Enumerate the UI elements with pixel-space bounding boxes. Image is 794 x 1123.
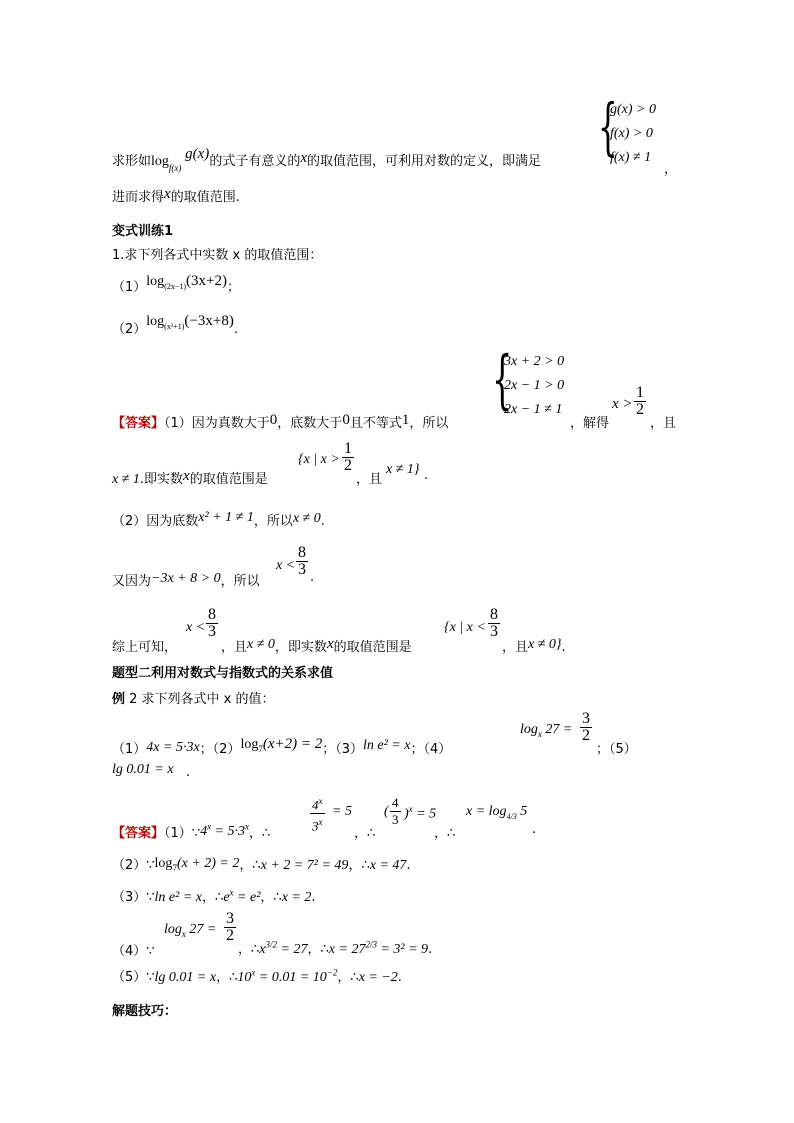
condition-2: f(x) > 0 [610,126,653,141]
answer-1-summary: 综上可知， [112,640,178,655]
answer-1-part-3: 又因为−3x + 8 > 0，所以 [112,571,260,589]
question-1-item-1: $(1)\log_{(2x-1)}(3x+2)$； [112,273,240,295]
intro-line-1: 求形如$\log_{f(x)} g(x)$的式子有意义的x的取值范围，可利用对数的定义，即满足 [112,146,542,173]
question-1-item-2: $(2)\log_{(x^2+1)}(-3x+8)$. [112,313,238,337]
section-type-2: 题型二利用对数式与指数式的关系求值 [112,666,334,681]
section-variant-training: 变式训练1 [112,224,174,239]
question-1-stem: 1.求下列各式中实数 x 的取值范围： [112,248,323,263]
condition-1: g(x) > 0 [610,102,656,117]
answer-2-line-2: $(2)\because\log_7(x + 2) = 2$，∴x + 2 = 7² = 49，∴x = 47. [112,856,411,873]
intro-line-2: 进而求得x的取值范围. [112,186,240,205]
answer-2-line-4: （4）∵ [112,944,155,959]
example-2-item-5: lg 0.01 = x [112,762,174,777]
answer-2-line-1: 【答案】$(1)\because 4^x = 5\cdot 3^x$，∴ [112,821,271,841]
answer-1-line-1: 【答案】（1）因为真数大于0，底数大于0且不等式1，所以 [112,412,449,431]
answer-1-part-2: （2）因为底数x² + 1 ≠ 1，所以x ≠ 0. [112,510,325,529]
example-2-stem: 例 2 求下列各式中 x 的值： [112,692,275,707]
tips-heading: 解题技巧： [112,1004,178,1019]
condition-system: { g(x) > 0 f(x) > 0 f(x) ≠ 1 [598,90,656,165]
answer-1-line-2: x ≠ 1.即实数x的取值范围是 [112,468,268,487]
answer-tag: 【答案】 [112,416,165,431]
example-2-items: （1）4x = 5·3x；$(2)\log_7(x+2) = 2$；（3）ln e² = x；（4） [112,736,452,757]
answer-system: { 3x + 2 > 0 2x − 1 > 0 2x − 1 ≠ 1 [492,343,565,417]
answer-2-line-3: （3）∵ln e² = x，$\therefore e^x = e^2$，∴x = 2. [112,887,316,905]
answer-2-line-5: （5）∵lg 0.01 = x，$\therefore 10^x = 0.01 = 10^{-2}$，∴x = −2. [112,967,402,985]
condition-3: f(x) ≠ 1 [610,150,652,165]
